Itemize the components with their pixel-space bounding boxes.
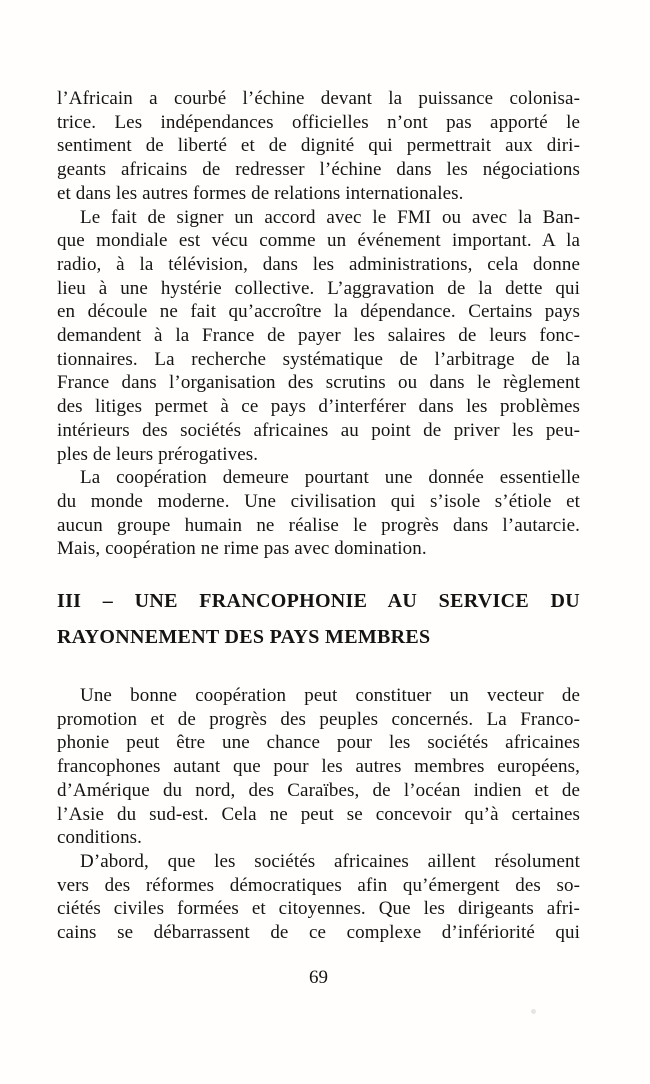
text-line: d’Amérique du nord, des Caraïbes, de l’océan indien et de <box>57 779 580 801</box>
text-line: tionnaires. La recherche systématique de l’arbitrage de la <box>57 348 580 370</box>
text-line: l’Africain a courbé l’échine devant la puissance colonisa- <box>57 88 580 109</box>
paragraph <box>57 206 580 467</box>
text-line: promotion et de progrès des peuples concernés. La Franco- <box>57 708 580 730</box>
page-number: 69 <box>309 967 328 988</box>
text-line: Le fait de signer un accord avec le FMI ou avec la Ban- <box>80 206 580 228</box>
heading-line: III – UNE FRANCOPHONIE AU SERVICE DU <box>57 590 580 613</box>
text-line: intérieurs des sociétés africaines au point de priver les peu- <box>57 419 580 441</box>
paragraph <box>57 850 580 945</box>
text-line: ciétés civiles formées et citoyennes. Que les dirigeants afri- <box>57 898 580 920</box>
text-line: ples de leurs prérogatives. <box>57 443 259 465</box>
text-line: conditions. <box>57 827 143 849</box>
paragraph <box>57 684 580 850</box>
text-line: phonie peut être une chance pour les sociétés africaines <box>57 732 580 754</box>
heading-line: RAYONNEMENT DES PAYS MEMBRES <box>57 626 431 649</box>
text-line: France dans l’organisation des scrutins ou dans le règlement <box>57 372 580 394</box>
text-line: Mais, coopération ne rime pas avec domination. <box>57 538 427 560</box>
text-line: francophones autant que pour les autres membres européens, <box>57 756 580 778</box>
scan-artifact-speck <box>531 1009 536 1014</box>
text-line: en découle ne fait qu’accroître la dépendance. Certains pays <box>57 301 580 323</box>
text-line: D’abord, que les sociétés africaines aillent résolument <box>80 850 580 872</box>
text-line: et dans les autres formes de relations internationales. <box>57 182 464 204</box>
paragraph <box>57 87 580 206</box>
text-line: du monde moderne. Une civilisation qui s’isole s’étiole et <box>57 490 580 512</box>
text-line: La coopération demeure pourtant une donnée essentielle <box>80 467 580 489</box>
text-line: cains se débarrassent de ce complexe d’infériorité qui <box>57 922 580 944</box>
text-line: aucun groupe humain ne réalise le progrès dans l’autarcie. <box>57 514 580 536</box>
text-line: sentiment de liberté et de dignité qui permettrait aux diri- <box>57 135 580 157</box>
text-line: trice. Les indépendances officielles n’ont pas apporté le <box>57 111 580 133</box>
text-line: des litiges permet à ce pays d’interférer dans les problèmes <box>57 396 580 418</box>
text-line: que mondiale est vécu comme un événement important. A la <box>57 230 580 252</box>
text-line: Une bonne coopération peut constituer un vecteur de <box>80 685 580 707</box>
section-heading <box>57 583 580 655</box>
text-line: demandent à la France de payer les salaires de leurs fonc- <box>57 325 580 347</box>
text-line: vers des réformes démocratiques afin qu’émergent des so- <box>57 874 580 896</box>
text-block <box>57 87 580 945</box>
text-line: radio, à la télévision, dans les administrations, cela donne <box>57 253 580 275</box>
paragraph <box>57 466 580 561</box>
text-line: lieu à une hystérie collective. L’aggravation de la dette qui <box>57 277 580 299</box>
text-line: l’Asie du sud-est. Cela ne peut se concevoir qu’à certaines <box>57 803 580 825</box>
text-line: geants africains de redresser l’échine dans les négociations <box>57 159 580 181</box>
